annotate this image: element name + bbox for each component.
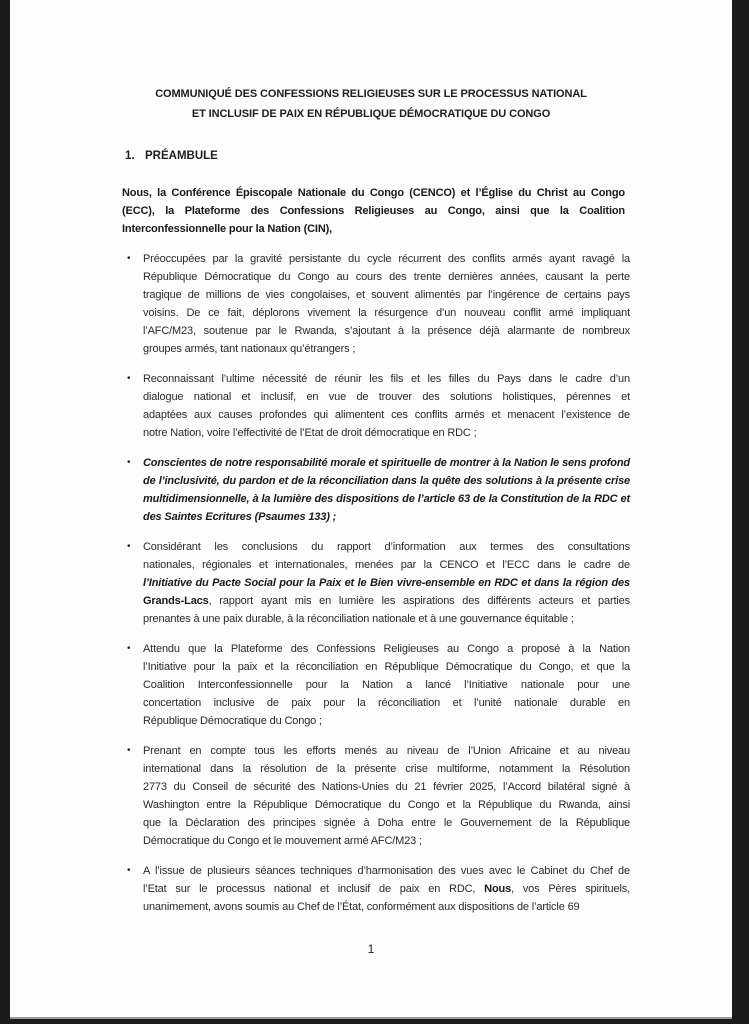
text-run: Coalition Interconfessionnelle pour la Nation a lancé l’Initiative nationale pour une xyxy=(143,679,630,691)
text-line xyxy=(143,304,630,322)
document-page xyxy=(10,0,732,1019)
text-line xyxy=(143,250,630,268)
text-run: A l’issue de plusieurs séances techniques d’harmonisation des vues avec le Cabinet du Chef de xyxy=(143,865,630,877)
text-line xyxy=(143,508,630,526)
text-line xyxy=(143,370,630,388)
intro-paragraph xyxy=(122,184,625,238)
text-run: Préoccupées par la gravité persistante du cycle récurrent des conflits armés ayant ravagé la xyxy=(143,253,630,265)
document-title-line-2: ET INCLUSIF DE PAIX EN RÉPUBLIQUE DÉMOCRATIQUE DU CONGO xyxy=(191,108,551,120)
text-run: multidimensionnelle, à la lumière des dispositions de l’article 63 de la Constitution de la RDC et xyxy=(143,493,630,505)
document-title-line-1: COMMUNIQUÉ DES CONFESSIONS RELIGIEUSES SUR LE PROCESSUS NATIONAL xyxy=(155,88,587,100)
text-line xyxy=(143,862,630,880)
text-line xyxy=(143,454,630,472)
bullet-icon: • xyxy=(127,253,131,264)
text-line xyxy=(143,388,630,406)
text-line xyxy=(143,676,630,694)
text-line xyxy=(122,220,625,238)
text-run: adaptées aux causes profondes qui alimentent ces conflits armés et menacent l’existence de xyxy=(143,409,630,421)
text-run: voisins. De ce fait, déplorons vivement la résurgence d’un nouveau conflit armé impliquant xyxy=(143,307,630,319)
bullet-icon: • xyxy=(127,541,131,552)
text-run: Reconnaissant l’ultime nécessité de réunir les fils et les filles du Pays dans le cadre d’un xyxy=(143,373,630,385)
bullet-icon: • xyxy=(127,745,131,756)
text-line xyxy=(143,268,630,286)
page-number: 1 xyxy=(367,942,375,956)
text-line xyxy=(143,796,630,814)
text-run: tragique de millions de vies congolaises, et souvent alimentés par l’ingérence de certains pays xyxy=(143,289,630,301)
text-line xyxy=(143,322,630,340)
text-run: (ECC), la Plateforme des Confessions Religieuses au Congo, ainsi que la Coalition xyxy=(122,205,625,217)
text-run: groupes armés, tant nationaux qu’étrangers ; xyxy=(143,343,356,355)
text-line xyxy=(143,712,630,730)
bullet-paragraph xyxy=(127,538,630,628)
text-line xyxy=(143,490,630,508)
text-run: Attendu que la Plateforme des Confessions Religieuses au Congo a proposé à la Nation xyxy=(143,643,630,655)
section-title: PRÉAMBULE xyxy=(145,150,218,162)
text-line xyxy=(143,472,630,490)
text-line xyxy=(143,832,630,850)
text-run: Washington entre la République Démocratique du Congo et la République du Rwanda, ainsi xyxy=(143,799,630,811)
text-line xyxy=(143,406,630,424)
bullet-paragraph xyxy=(127,862,631,916)
text-run: unanimement, avons soumis au Chef de l’État, conformément aux dispositions de l’article 69 xyxy=(143,901,580,913)
text-run: Considérant les conclusions du rapport d’information aux termes des consultations xyxy=(143,541,630,553)
text-run: Nous xyxy=(484,883,512,895)
section-number: 1. xyxy=(125,150,135,162)
bullet-icon: • xyxy=(127,457,131,468)
text-run: l’AFC/M23, soutenue par le Rwanda, s’ajoutant à la présence déjà alarmante de nombreux xyxy=(143,325,630,337)
section-heading xyxy=(125,150,218,162)
bullet-icon: • xyxy=(127,865,131,876)
text-line xyxy=(143,898,630,916)
text-run: l’Etat sur le processus national et inclusif de paix en RDC, xyxy=(143,883,485,895)
text-run: des Saintes Ecritures (Psaumes 133) ; xyxy=(143,511,337,523)
text-line xyxy=(143,760,630,778)
text-line xyxy=(143,880,630,898)
text-run: dialogue national et inclusif, en vue de trouver des solutions holistiques, pérennes et xyxy=(143,391,630,403)
text-run: , vos Pères spirituels, xyxy=(511,883,631,895)
bullet-icon: • xyxy=(127,373,131,384)
bullet-paragraph xyxy=(127,640,630,730)
text-run: Prenant en compte tous les efforts menés au niveau de l’Union Africaine et au niveau xyxy=(143,745,630,757)
text-run: prenantes à une paix durable, à la réconciliation nationale et à une gouvernance équitable ; xyxy=(143,613,574,625)
text-line xyxy=(143,424,630,442)
text-line xyxy=(143,658,630,676)
text-line xyxy=(143,340,630,358)
text-run: l’Initiative pour la paix et la réconciliation en République Démocratique du Congo, et que la xyxy=(143,661,630,673)
text-line xyxy=(143,574,630,592)
text-run: que la Déclaration des principes signée à Doha entre le Gouvernement de la République xyxy=(143,817,630,829)
bullet-paragraph xyxy=(127,250,630,358)
document-body xyxy=(10,184,732,928)
text-run: concertation inclusive de paix pour la réconciliation et l’unité nationale durable en xyxy=(143,697,630,709)
text-run: Interconfessionnelle pour la Nation (CIN), xyxy=(122,223,333,235)
text-line xyxy=(143,610,630,628)
text-line xyxy=(143,778,630,796)
text-run: République Démocratique du Congo au cours des trente dernières années, causant la perte xyxy=(143,271,630,283)
text-line xyxy=(122,184,625,202)
text-run: République Démocratique du Congo ; xyxy=(143,715,322,727)
text-line xyxy=(143,592,630,610)
text-line xyxy=(143,640,630,658)
text-line xyxy=(143,814,630,832)
text-run: 2773 du Conseil de sécurité des Nations-Unies du 21 février 2025, l’Accord bilatéral signé à xyxy=(143,781,630,793)
bullet-paragraph xyxy=(127,742,630,850)
text-line xyxy=(143,556,630,574)
text-run: Nous, la Conférence Épiscopale Nationale du Congo (CENCO) et l’Église du Christ au Congo xyxy=(122,187,625,199)
text-run: international dans la résolution de la présente crise multiforme, notamment la Résolution xyxy=(143,763,630,775)
text-run: l’Initiative du Pacte Social pour la Paix et le Bien vivre-ensemble en RDC et dans la région des xyxy=(143,577,630,589)
text-run: notre Nation, voire l’effectivité de l’Etat de droit démocratique en RDC ; xyxy=(143,427,477,439)
bullet-icon: • xyxy=(127,643,131,654)
text-run: Conscientes de notre responsabilité morale et spirituelle de montrer à la Nation le sens profond xyxy=(143,457,630,469)
text-run: , rapport ayant mis en lumière les aspirations des différents acteurs et parties xyxy=(208,595,630,607)
text-line xyxy=(143,742,630,760)
bullet-paragraph xyxy=(127,370,630,442)
text-run: de l’inclusivité, du pardon et de la réconciliation dans la quête des solutions à la présente crise xyxy=(143,475,630,487)
text-line xyxy=(143,538,630,556)
bullet-paragraph xyxy=(127,454,630,526)
text-line xyxy=(122,202,625,220)
text-run: Grands-Lacs xyxy=(143,595,209,607)
text-run: Démocratique du Congo et le mouvement armé AFC/M23 ; xyxy=(143,835,422,847)
text-line xyxy=(143,286,630,304)
text-line xyxy=(143,694,630,712)
text-run: nationales, régionales et internationales, menées par la CENCO et l’ECC dans le cadre de xyxy=(143,559,630,571)
